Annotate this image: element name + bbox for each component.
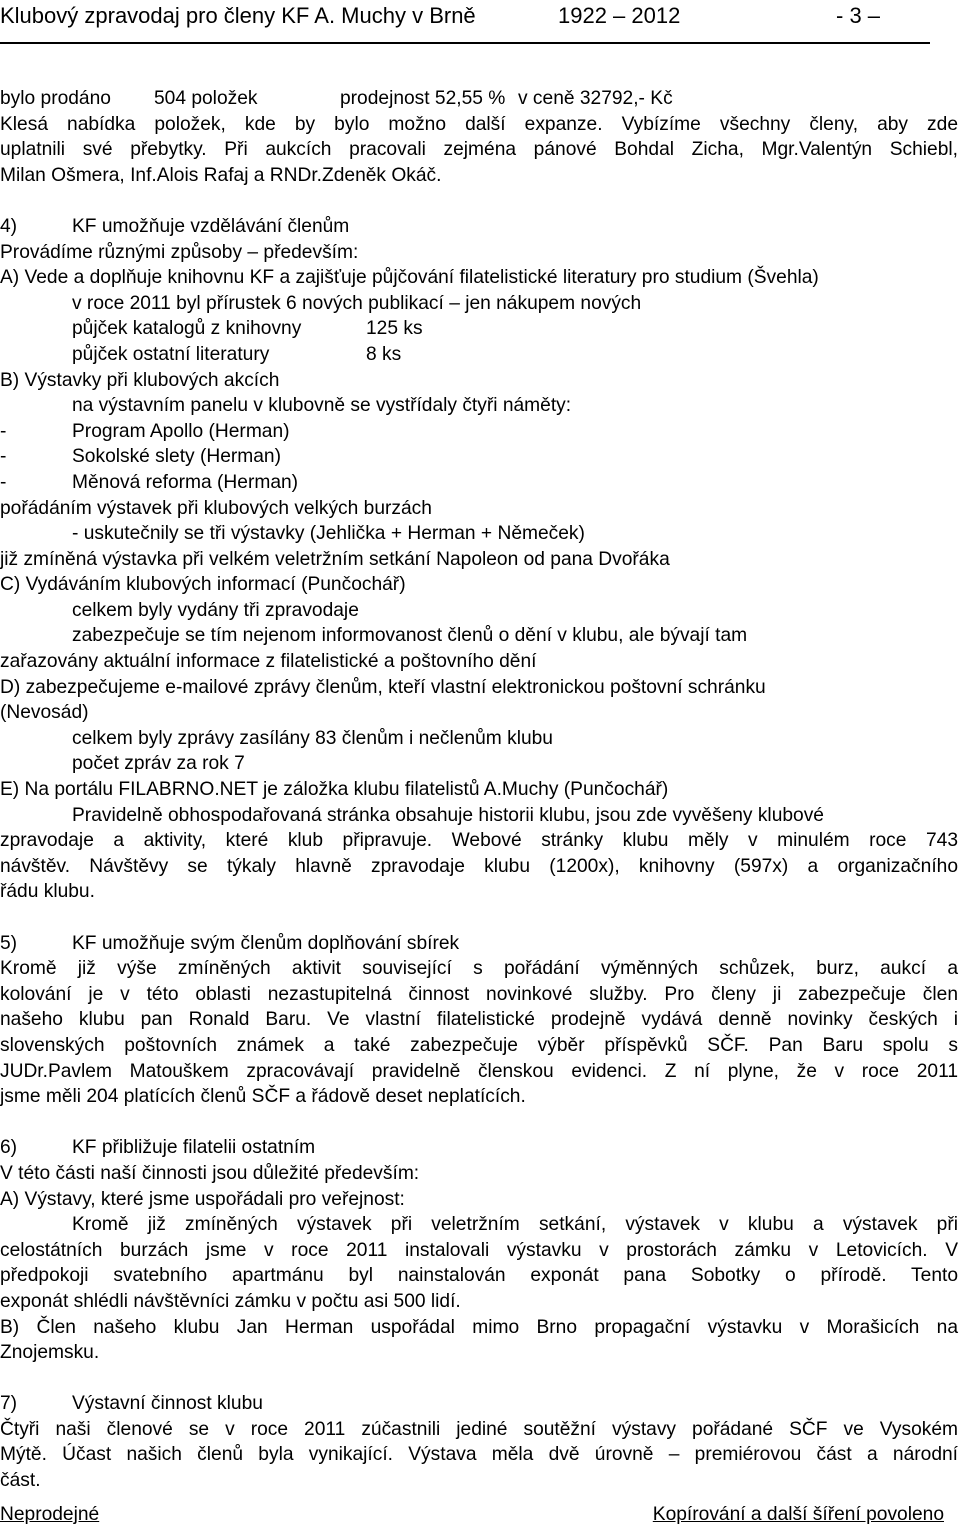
list-dash: - bbox=[0, 420, 7, 442]
paragraph-line: Pravidelně obhospodařovaná stránka obsahuje historii klubu, jsou zde vyvěšeny klubové bbox=[72, 804, 824, 826]
paragraph-line: slovenských poštovních známek a také zabezpečuje výběr příspěvků SČF. Pan Baru spolu s bbox=[0, 1034, 958, 1056]
paragraph-line: JUDr.Pavlem Matouškem zpracovávají pravidelně členskou evidenci. Z ní plyne, že v roce 2011 bbox=[0, 1060, 958, 1082]
paragraph-line: exponát shlédli návštěvníci zámku v počtu asi 500 lidí. bbox=[0, 1290, 461, 1312]
section-heading bbox=[0, 214, 958, 240]
paragraph-line: v roce 2011 byl přírustek 6 nových publikací – jen nákupem nových bbox=[72, 292, 642, 314]
header-page-number: - 3 – bbox=[836, 3, 881, 28]
paragraph-line: Kromě již výše zmíněných aktivit související s pořádání výměnných schůzek, burz, aukcí a bbox=[0, 958, 958, 980]
page-header bbox=[0, 2, 930, 32]
document-body bbox=[0, 86, 958, 1494]
list-item bbox=[0, 444, 958, 470]
footer-not-for-sale: Neprodejné bbox=[0, 1504, 100, 1525]
paragraph-line: Kromě již zmíněných výstavek při veletržním setkání, výstavek v klubu a výstavek při bbox=[72, 1214, 958, 1236]
paragraph-line: B) Výstavky při klubových akcích bbox=[0, 369, 280, 391]
library-stat-row bbox=[0, 342, 958, 368]
section-number: 5) bbox=[0, 932, 18, 954]
section-number: 6) bbox=[0, 1137, 18, 1159]
library-stat-row bbox=[0, 316, 958, 342]
stat-label: půjček ostatní literatury bbox=[72, 343, 270, 365]
paragraph-line: část. bbox=[0, 1470, 41, 1492]
paragraph-line: Znojemsku. bbox=[0, 1342, 100, 1364]
section-title: Výstavní činnost klubu bbox=[72, 1393, 263, 1415]
paragraph-line: jsme měli 204 platících členů SČF a řádově deset neplatících. bbox=[0, 1086, 526, 1108]
paragraph-line: našeho klubu pan Ronald Baru. Ve vlastní filatelistické prodejně vydává denně novinky českých i bbox=[0, 1009, 958, 1031]
list-dash: - bbox=[0, 446, 7, 468]
paragraph-line: - uskutečnily se tři výstavky (Jehlička + Herman + Němeček) bbox=[72, 523, 585, 545]
paragraph-line: zařazovány aktuální informace z filatelistické a poštovního dění bbox=[0, 651, 537, 673]
list-item bbox=[0, 419, 958, 445]
paragraph-line: předpokoji svatebního apartmánu byl nainstalován exponát pana Sobotky o přírodě. Tento bbox=[0, 1265, 958, 1287]
sale-price: v ceně 32792,- Kč bbox=[518, 88, 673, 109]
paragraph-line: zpravodaje a aktivity, které klub připravuje. Webové stránky klubu měly v minulém roce 743 bbox=[0, 830, 958, 852]
list-item-text: Program Apollo (Herman) bbox=[72, 420, 290, 442]
page-footer bbox=[0, 1502, 944, 1528]
paragraph-line: zabezpečuje se tím nejenom informovanost členů o dění v klubu, ale bývají tam bbox=[72, 625, 748, 647]
paragraph-line: Mýtě. Účast našich členů byla vynikající. Výstava měla dvě úrovně – premiérovou část a národní bbox=[0, 1444, 958, 1466]
paragraph-line: počet zpráv za rok 7 bbox=[72, 753, 245, 775]
paragraph-line: Milan Ošmera, Inf.Alois Rafaj a RNDr.Zdeněk Okáč. bbox=[0, 164, 442, 186]
header-years: 1922 – 2012 bbox=[558, 3, 681, 28]
paragraph-line: E) Na portálu FILABRNO.NET je záložka klubu filatelistů A.Muchy (Punčochář) bbox=[0, 779, 669, 801]
sale-rate: prodejnost 52,55 % bbox=[340, 88, 506, 109]
paragraph-line: A) Vede a doplňuje knihovnu KF a zajišťuje půjčování filatelistické literatury pro studium (Švehla) bbox=[0, 267, 819, 289]
paragraph-line: již zmíněná výstavka při velkém veletržním setkání Napoleon od pana Dvořáka bbox=[0, 548, 670, 570]
paragraph-line: B) Člen našeho klubu Jan Herman uspořádal mimo Brno propagační výstavku v Morašicích na bbox=[0, 1316, 958, 1338]
paragraph-line: celostátních burzách jsme v roce 2011 instalovali výstavku v prostorách zámku v Letovicích. V bbox=[0, 1239, 958, 1261]
header-title: Klubový zpravodaj pro členy KF A. Muchy v Brně bbox=[0, 3, 476, 28]
sale-line bbox=[0, 86, 958, 112]
footer-copy-notice: Kopírování a další šíření povoleno bbox=[652, 1504, 944, 1525]
paragraph-line: C) Vydáváním klubových informací (Punčochář) bbox=[0, 574, 406, 596]
section-title: KF umožňuje svým členům doplňování sbírek bbox=[72, 932, 460, 954]
paragraph-line: kolování je v této oblasti nezastupitelná činnost novinkové služby. Pro členy ji zabezpečuje člen bbox=[0, 983, 958, 1005]
sale-sold-label: bylo prodáno bbox=[0, 88, 111, 109]
stat-label: půjček katalogů z knihovny bbox=[72, 318, 302, 340]
section-heading bbox=[0, 931, 958, 957]
list-item bbox=[0, 470, 958, 496]
list-dash: - bbox=[0, 471, 7, 493]
paragraph-line: (Nevosád) bbox=[0, 702, 89, 724]
paragraph-line: Čtyři naši členové se v roce 2011 zúčastnili jediné soutěžní výstavy pořádané SČF ve Vysokém bbox=[0, 1418, 958, 1440]
paragraph-line: pořádáním výstavek při klubových velkých burzách bbox=[0, 497, 432, 519]
section-number: 4) bbox=[0, 215, 18, 237]
section-heading bbox=[0, 1391, 958, 1417]
sale-items: 504 položek bbox=[154, 88, 258, 109]
header-rule bbox=[0, 42, 930, 44]
list-item-text: Měnová reforma (Herman) bbox=[72, 471, 299, 493]
paragraph-line: V této části naší činnosti jsou důležité především: bbox=[0, 1162, 420, 1184]
section-heading bbox=[0, 1135, 958, 1161]
paragraph-line: celkem byly vydány tři zpravodaje bbox=[72, 599, 359, 621]
section-title: KF umožňuje vzdělávání členům bbox=[72, 215, 350, 237]
list-item-text: Sokolské slety (Herman) bbox=[72, 446, 281, 468]
paragraph-line: D) zabezpečujeme e-mailové zprávy členům, kteří vlastní elektronickou poštovní schránku bbox=[0, 676, 766, 698]
section-title: KF přibližuje filatelii ostatním bbox=[72, 1137, 316, 1159]
stat-value: 125 ks bbox=[366, 318, 423, 340]
paragraph-line: návštěv. Návštěvy se týkaly hlavně zpravodaje klubu (1200x), knihovny (597x) a organizačního bbox=[0, 855, 958, 877]
paragraph-line: Provádíme různými způsoby – především: bbox=[0, 241, 359, 263]
paragraph-line: na výstavním panelu v klubovně se vystřídaly čtyři náměty: bbox=[72, 395, 572, 417]
paragraph-line: uplatnili své přebytky. Při aukcích pracovali zejména pánové Bohdal Zicha, Mgr.Valentýn Schiebl, bbox=[0, 139, 958, 161]
stat-value: 8 ks bbox=[366, 343, 402, 365]
paragraph-line: Klesá nabídka položek, kde by bylo možno další expanze. Vybízíme všechny členy, aby zde bbox=[0, 113, 958, 135]
paragraph-line: A) Výstavy, které jsme uspořádali pro veřejnost: bbox=[0, 1188, 405, 1210]
paragraph-line: řádu klubu. bbox=[0, 881, 95, 903]
paragraph-line: celkem byly zprávy zasílány 83 členům i nečlenům klubu bbox=[72, 727, 553, 749]
section-number: 7) bbox=[0, 1393, 18, 1415]
